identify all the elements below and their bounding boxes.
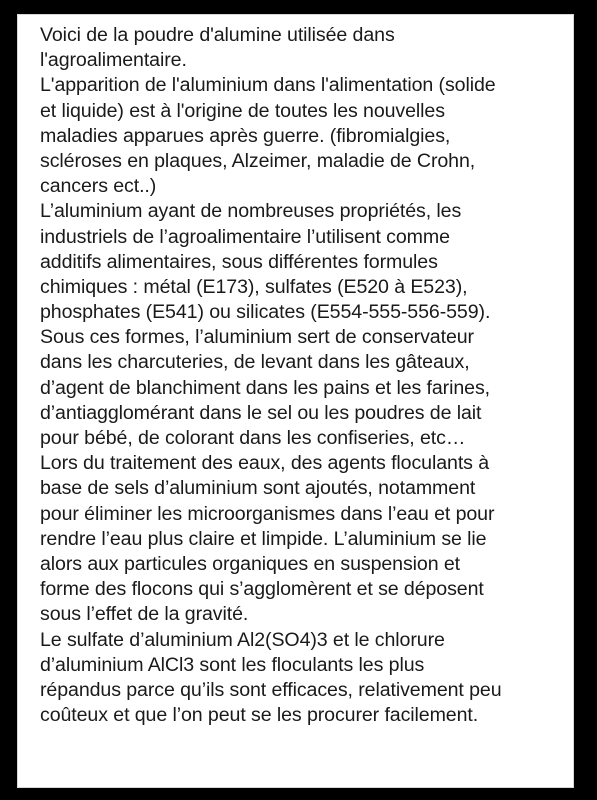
text-line: d’agent de blanchiment dans les pains et les farines, [40,376,490,399]
text-line: d’aluminium AlCl3 sont les floculants les plus [40,653,425,676]
text-line: additifs alimentaires, sous différentes formules [40,250,438,273]
text-line: pour bébé, de colorant dans les confiseries, etc… [40,427,466,449]
text-line: répandus parce qu’ils sont efficaces, relativement peu [40,678,502,701]
text-line: forme des flocons qui s’agglomèrent et se déposent [40,578,484,601]
text-line: chimiques : métal (E173), sulfates (E520 à E523), [40,275,468,298]
text-line: base de sels d’aluminium sont ajoutés, notamment [40,477,476,500]
text-line: rendre l’eau plus claire et limpide. L’aluminium se lie [40,527,487,550]
text-line: Lors du traitement des eaux, des agents floculants à [40,452,489,475]
text-line: Le sulfate d’aluminium Al2(SO4)3 et le chlorure [40,628,445,651]
text-line: cancers ect..) [40,175,157,198]
text-line: scléroses en plaques, Alzeimer, maladie de Crohn, [40,149,476,172]
text-line: L'apparition de l'aluminium dans l'alimentation (solide [40,74,496,97]
document-page [17,14,574,788]
text-line: dans les charcuteries, de levant dans les gâteaux, [40,351,470,374]
text-line: maladies apparues après guerre. (fibromialgies, [40,124,451,147]
text-line: Sous ces formes, l’aluminium sert de conservateur [40,326,474,349]
text-line: l'agroalimentaire. [40,49,187,72]
text-line: sous l’effet de la gravité. [40,603,249,626]
text-line: et liquide) est à l'origine de toutes les nouvelles [40,99,445,122]
text-line: d’antiagglomérant dans le sel ou les poudres de lait [40,401,482,424]
text-line: coûteux et que l’on peut se les procurer facilement. [40,704,479,727]
text-line: pour éliminer les microorganismes dans l’eau et pour [40,502,495,525]
text-line: phosphates (E541) ou silicates (E554-555-556-559). [40,301,491,324]
text-line: alors aux particules organiques en suspension et [40,552,460,575]
text-line: industriels de l’agroalimentaire l’utilisent comme [40,225,450,248]
text-line: L’aluminium ayant de nombreuses propriétés, les [40,200,462,223]
text-line: Voici de la poudre d'alumine utilisée dans [40,24,395,46]
document-text [40,23,565,728]
